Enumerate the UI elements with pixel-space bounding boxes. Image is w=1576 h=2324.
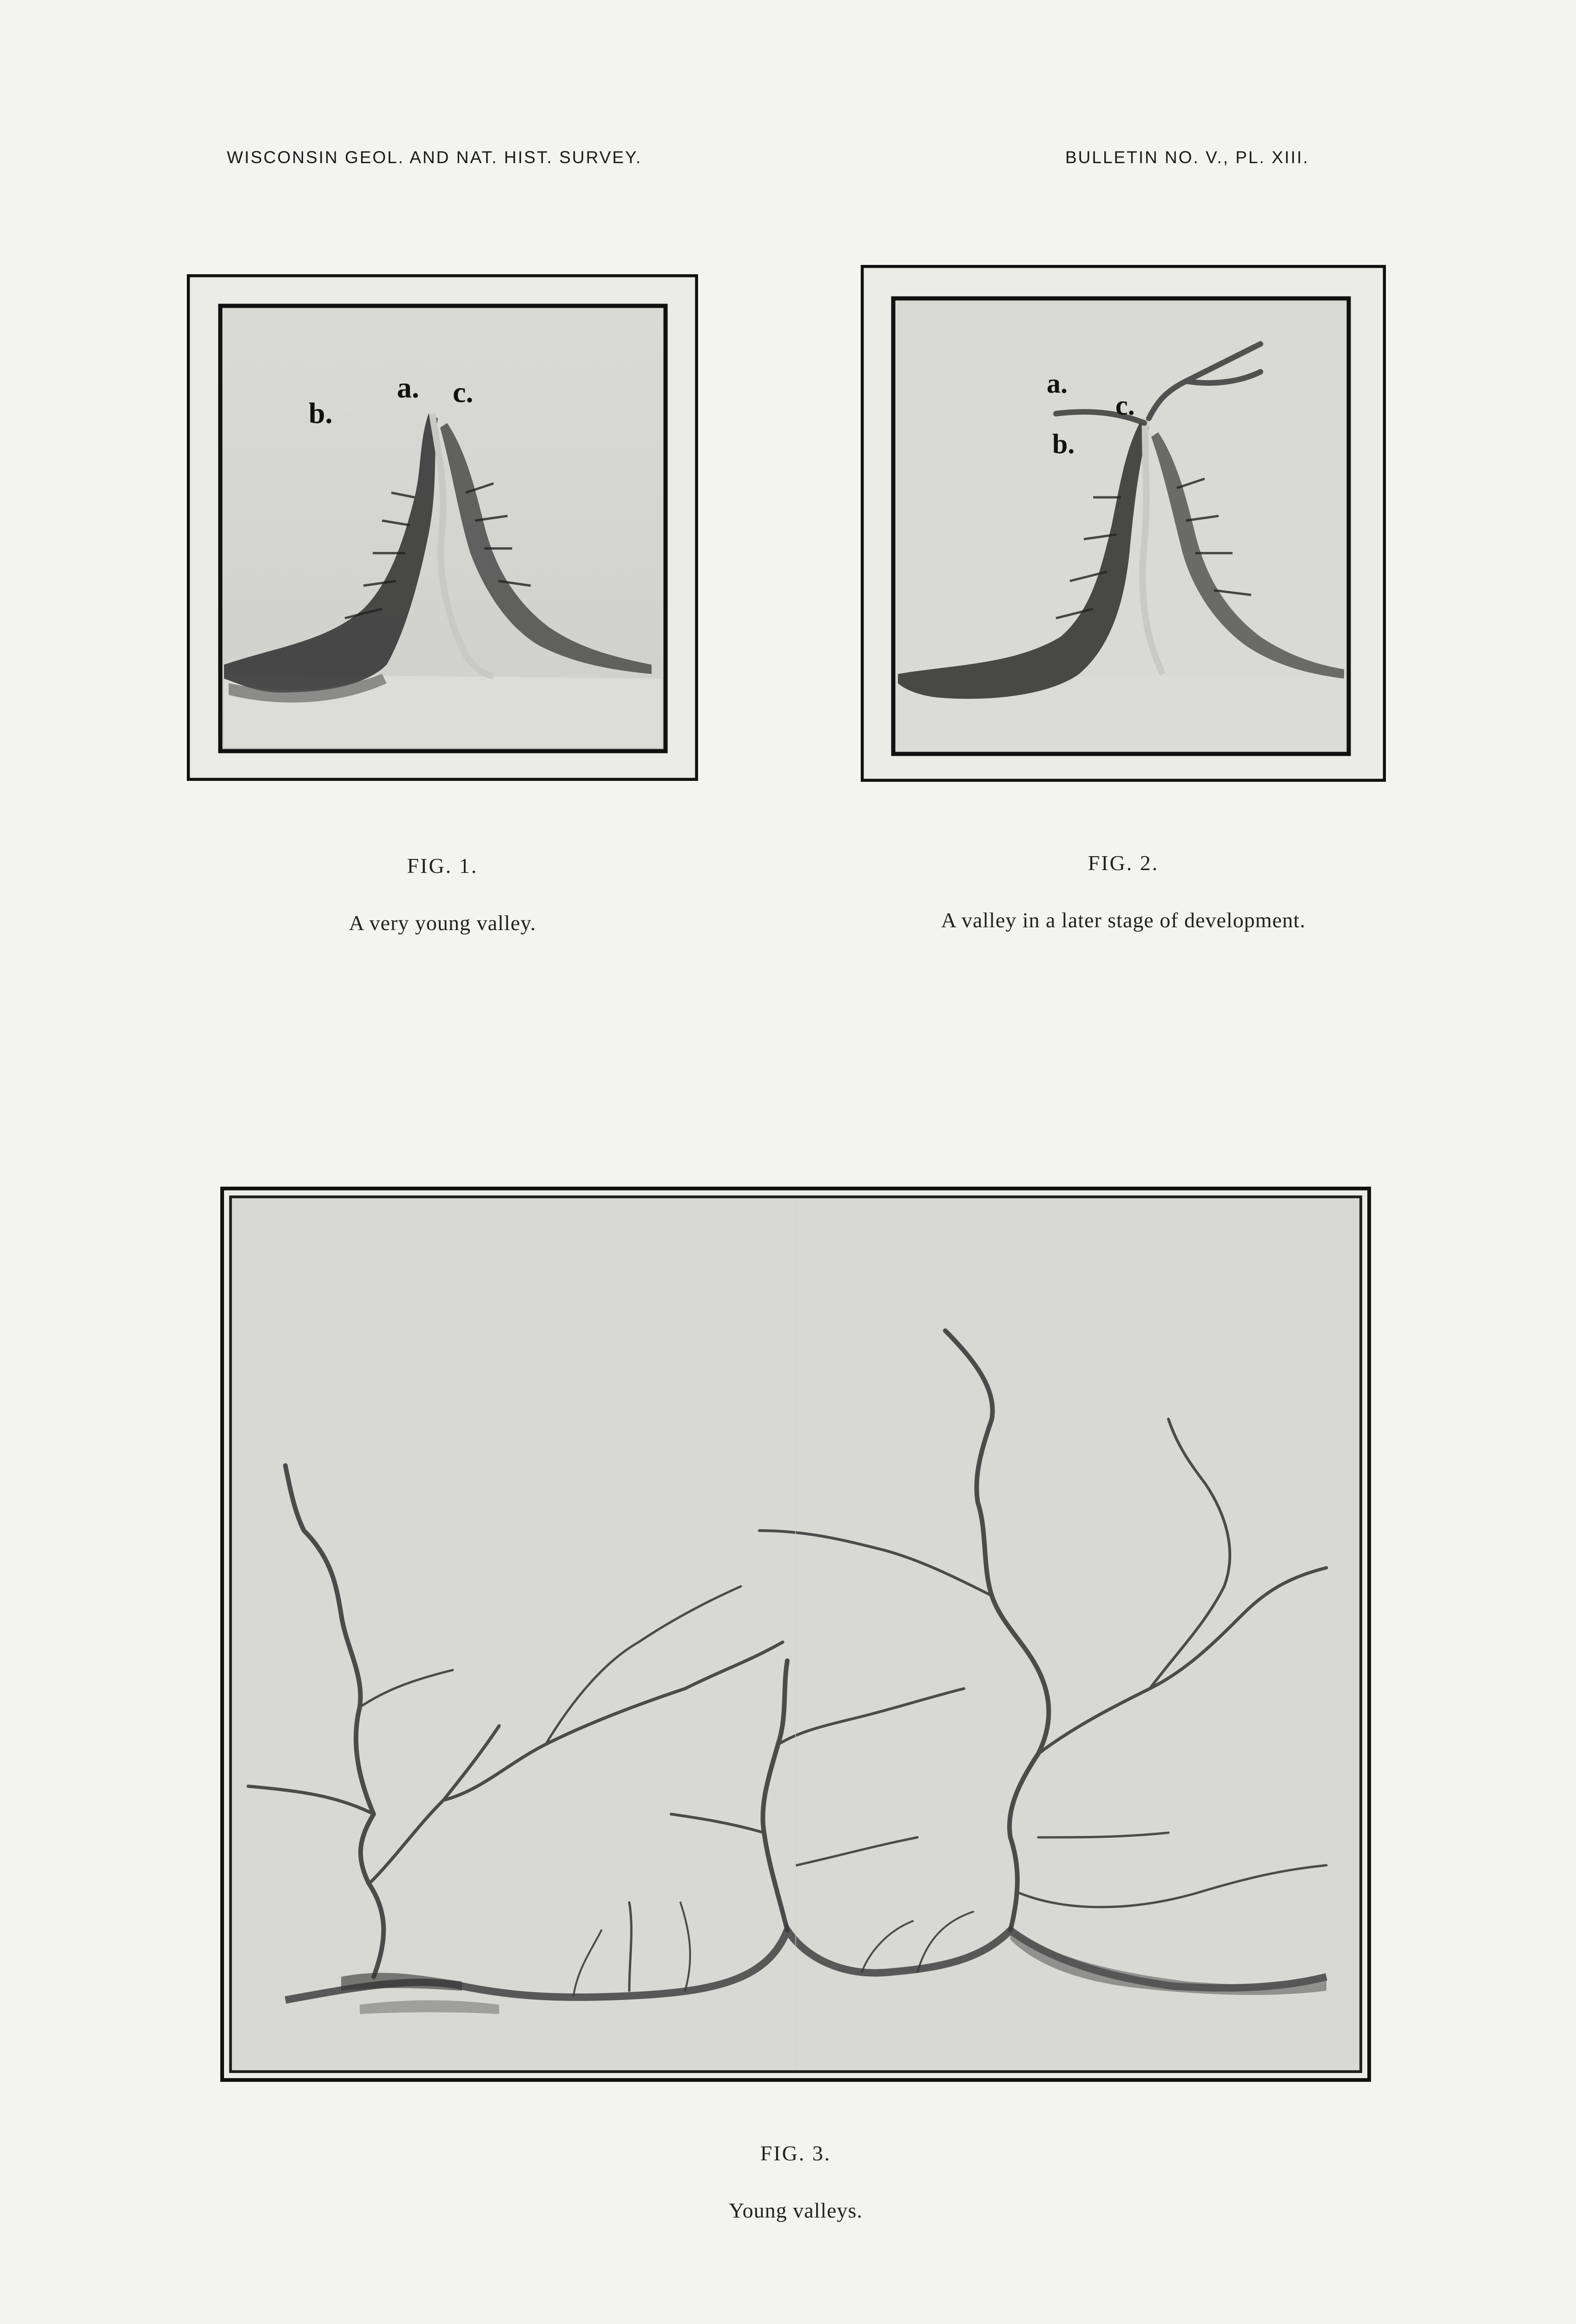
running-head-right: BULLETIN NO. V., PL. XIII.	[1065, 148, 1309, 167]
figure-1-label-b: b.	[309, 396, 333, 429]
figure-1-label-a: a.	[397, 371, 419, 404]
figure-1-image	[187, 274, 698, 781]
running-head-left: WISCONSIN GEOL. AND NAT. HIST. SURVEY.	[227, 148, 642, 167]
figure-2-label-c: c.	[1115, 390, 1135, 421]
figure-2-description: A valley in a later stage of development.	[941, 908, 1306, 932]
figure-3-plate	[220, 1187, 1371, 2082]
figure-3-caption	[220, 2141, 1371, 2223]
figure-1-plate	[187, 274, 698, 781]
figure-1-caption	[187, 853, 698, 935]
figure-2-number: FIG. 2.	[1088, 851, 1159, 875]
figure-1-label-c: c.	[453, 376, 474, 409]
figure-1-description: A very young valley.	[349, 911, 536, 935]
figure-1-number: FIG. 1.	[407, 854, 478, 878]
figure-2-label-a: a.	[1047, 368, 1068, 399]
figure-3-image	[220, 1187, 1371, 2082]
figure-2-caption	[861, 851, 1386, 932]
figure-3-description: Young valleys.	[729, 2199, 863, 2222]
figure-2-image	[861, 265, 1386, 782]
figure-3-number: FIG. 3.	[760, 2141, 831, 2165]
figure-2-plate	[861, 265, 1386, 782]
figure-2-label-b: b.	[1052, 429, 1075, 459]
